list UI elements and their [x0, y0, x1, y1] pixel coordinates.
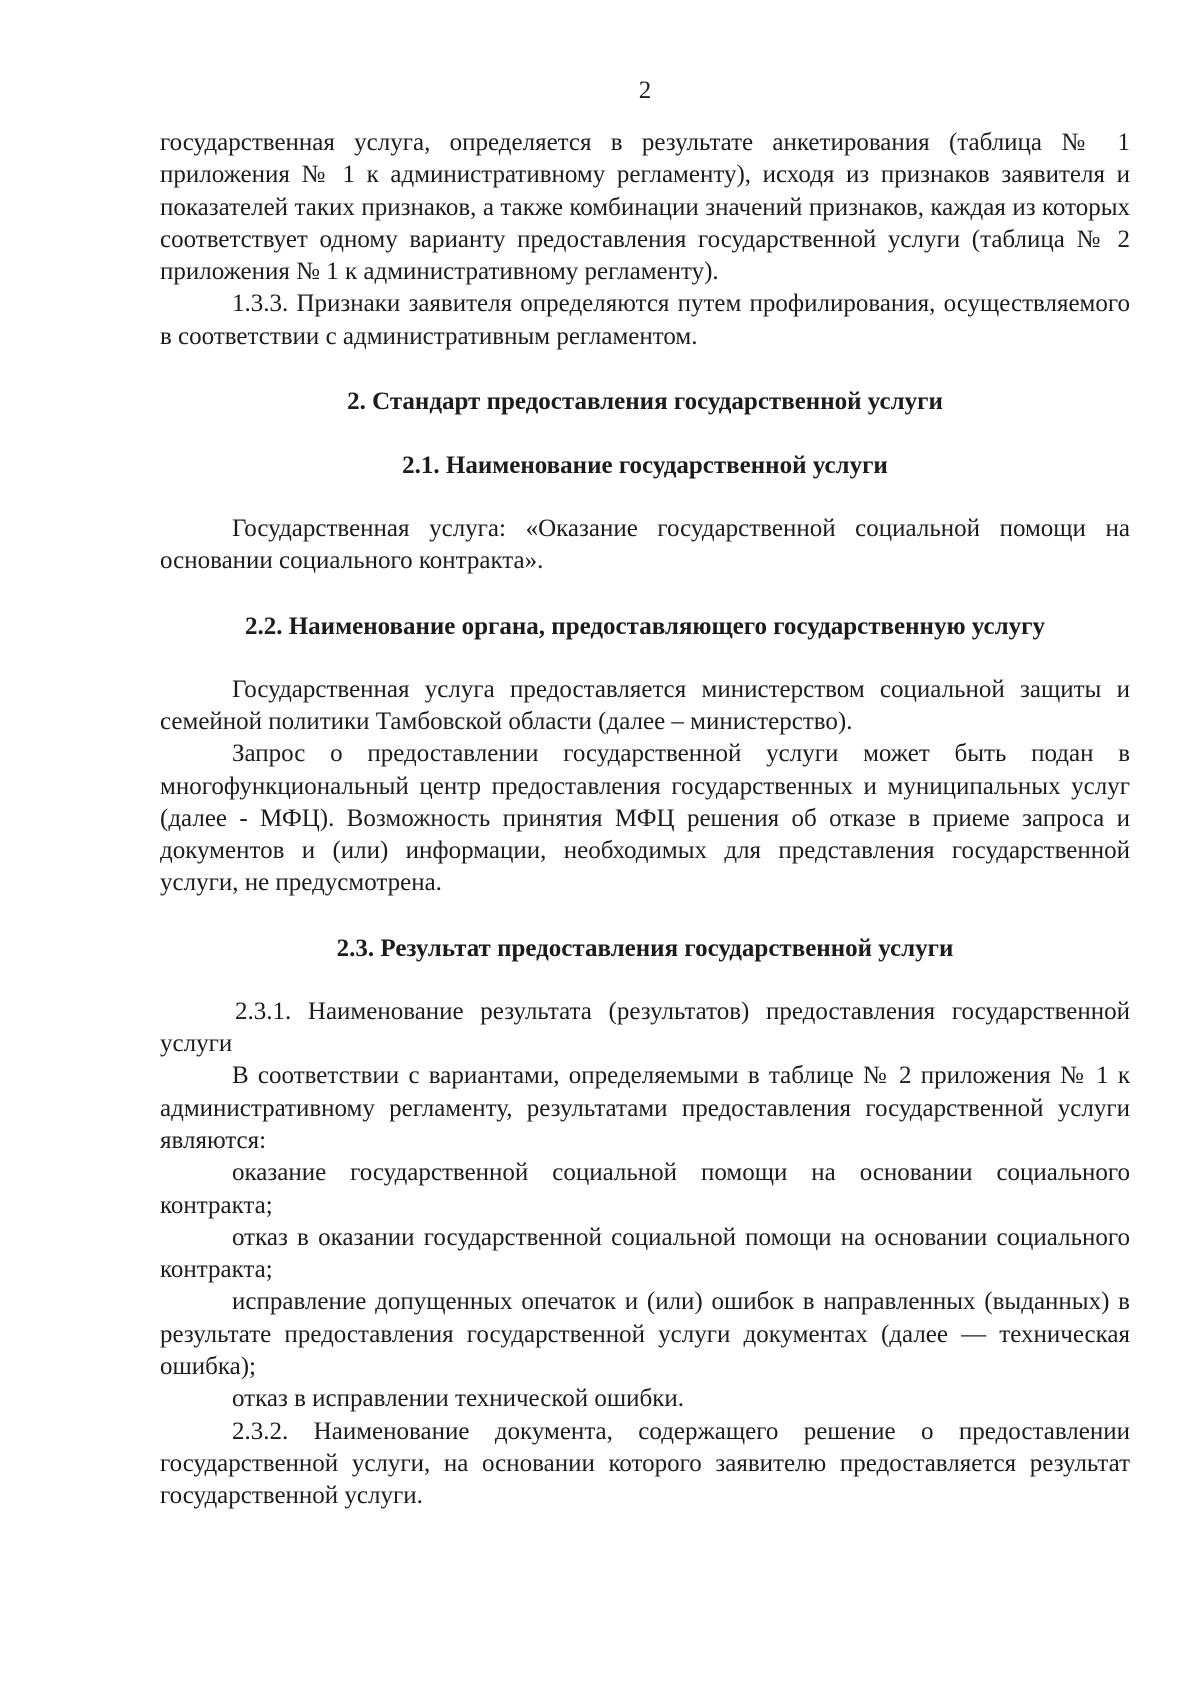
paragraph: отказ в оказании государственной социальной помощи на основании социального контракта; — [160, 1223, 1130, 1284]
paragraph: 2.3.2. Наименование документа, содержащего решение о предоставлении государственной услуги, на основании которого заявителю предоставляется результат государственной услуги. — [160, 1417, 1130, 1510]
subsection-heading: 2.2. Наименование органа, предоставляющего государственную услугу — [244, 612, 1046, 640]
paragraph: отказ в исправлении технической ошибки. — [232, 1385, 684, 1413]
paragraph: 1.3.3. Признаки заявителя определяются путем профилирования, осуществляемого в соответствии с административным регламентом. — [160, 290, 1130, 350]
subsection-heading: 2.3. Результат предоставления государственной услуги — [336, 934, 954, 962]
paragraph: В соответствии с вариантами, определяемыми в таблице № 2 приложения № 1 к административному регламенту, результатами предоставления государственной услуги являются: — [160, 1062, 1130, 1154]
section-heading: 2. Стандарт предоставления государственной услуги — [347, 388, 943, 416]
paragraph: оказание государственной социальной помощи на основании социального контракта; — [160, 1159, 1130, 1219]
page-number: 2 — [638, 77, 652, 104]
paragraph: государственная услуга, определяется в результате анкетирования (таблица № 1 приложения № 1 к административному регламенту), исходя из признаков заявителя и показателей таких признаков, а также комбинации значений признаков, каждая из которых соответствует одному варианту предоставления государственной услуги (таблица № 2 приложения № 1 к административному регламенту). — [160, 129, 1130, 286]
subsection-heading: 2.1. Наименование государственной услуги — [402, 452, 888, 480]
paragraph: Государственная услуга: «Оказание государственной социальной помощи на основании социального контракта». — [160, 515, 1130, 575]
paragraph: Запрос о предоставлении государственной услуги может быть подан в многофункциональный центр предоставления государственных и муниципальных услуг (далее - МФЦ). Возможность принятия МФЦ решения об отказе в приеме запроса и документов и (или) информации, необходимых для представления государственной услуги, не предусмотрена. — [160, 740, 1130, 897]
paragraph: 2.3.1. Наименование результата (результатов) предоставления государственной услуги — [160, 997, 1130, 1058]
paragraph: исправление допущенных опечаток и (или) ошибок в направленных (выданных) в результате предоставления государственной услуги документах (далее — техническая ошибка); — [160, 1288, 1130, 1381]
document-body — [160, 127, 1130, 1513]
paragraph: Государственная услуга предоставляется министерством социальной защиты и семейной политики Тамбовской области (далее – министерство). — [160, 675, 1130, 735]
